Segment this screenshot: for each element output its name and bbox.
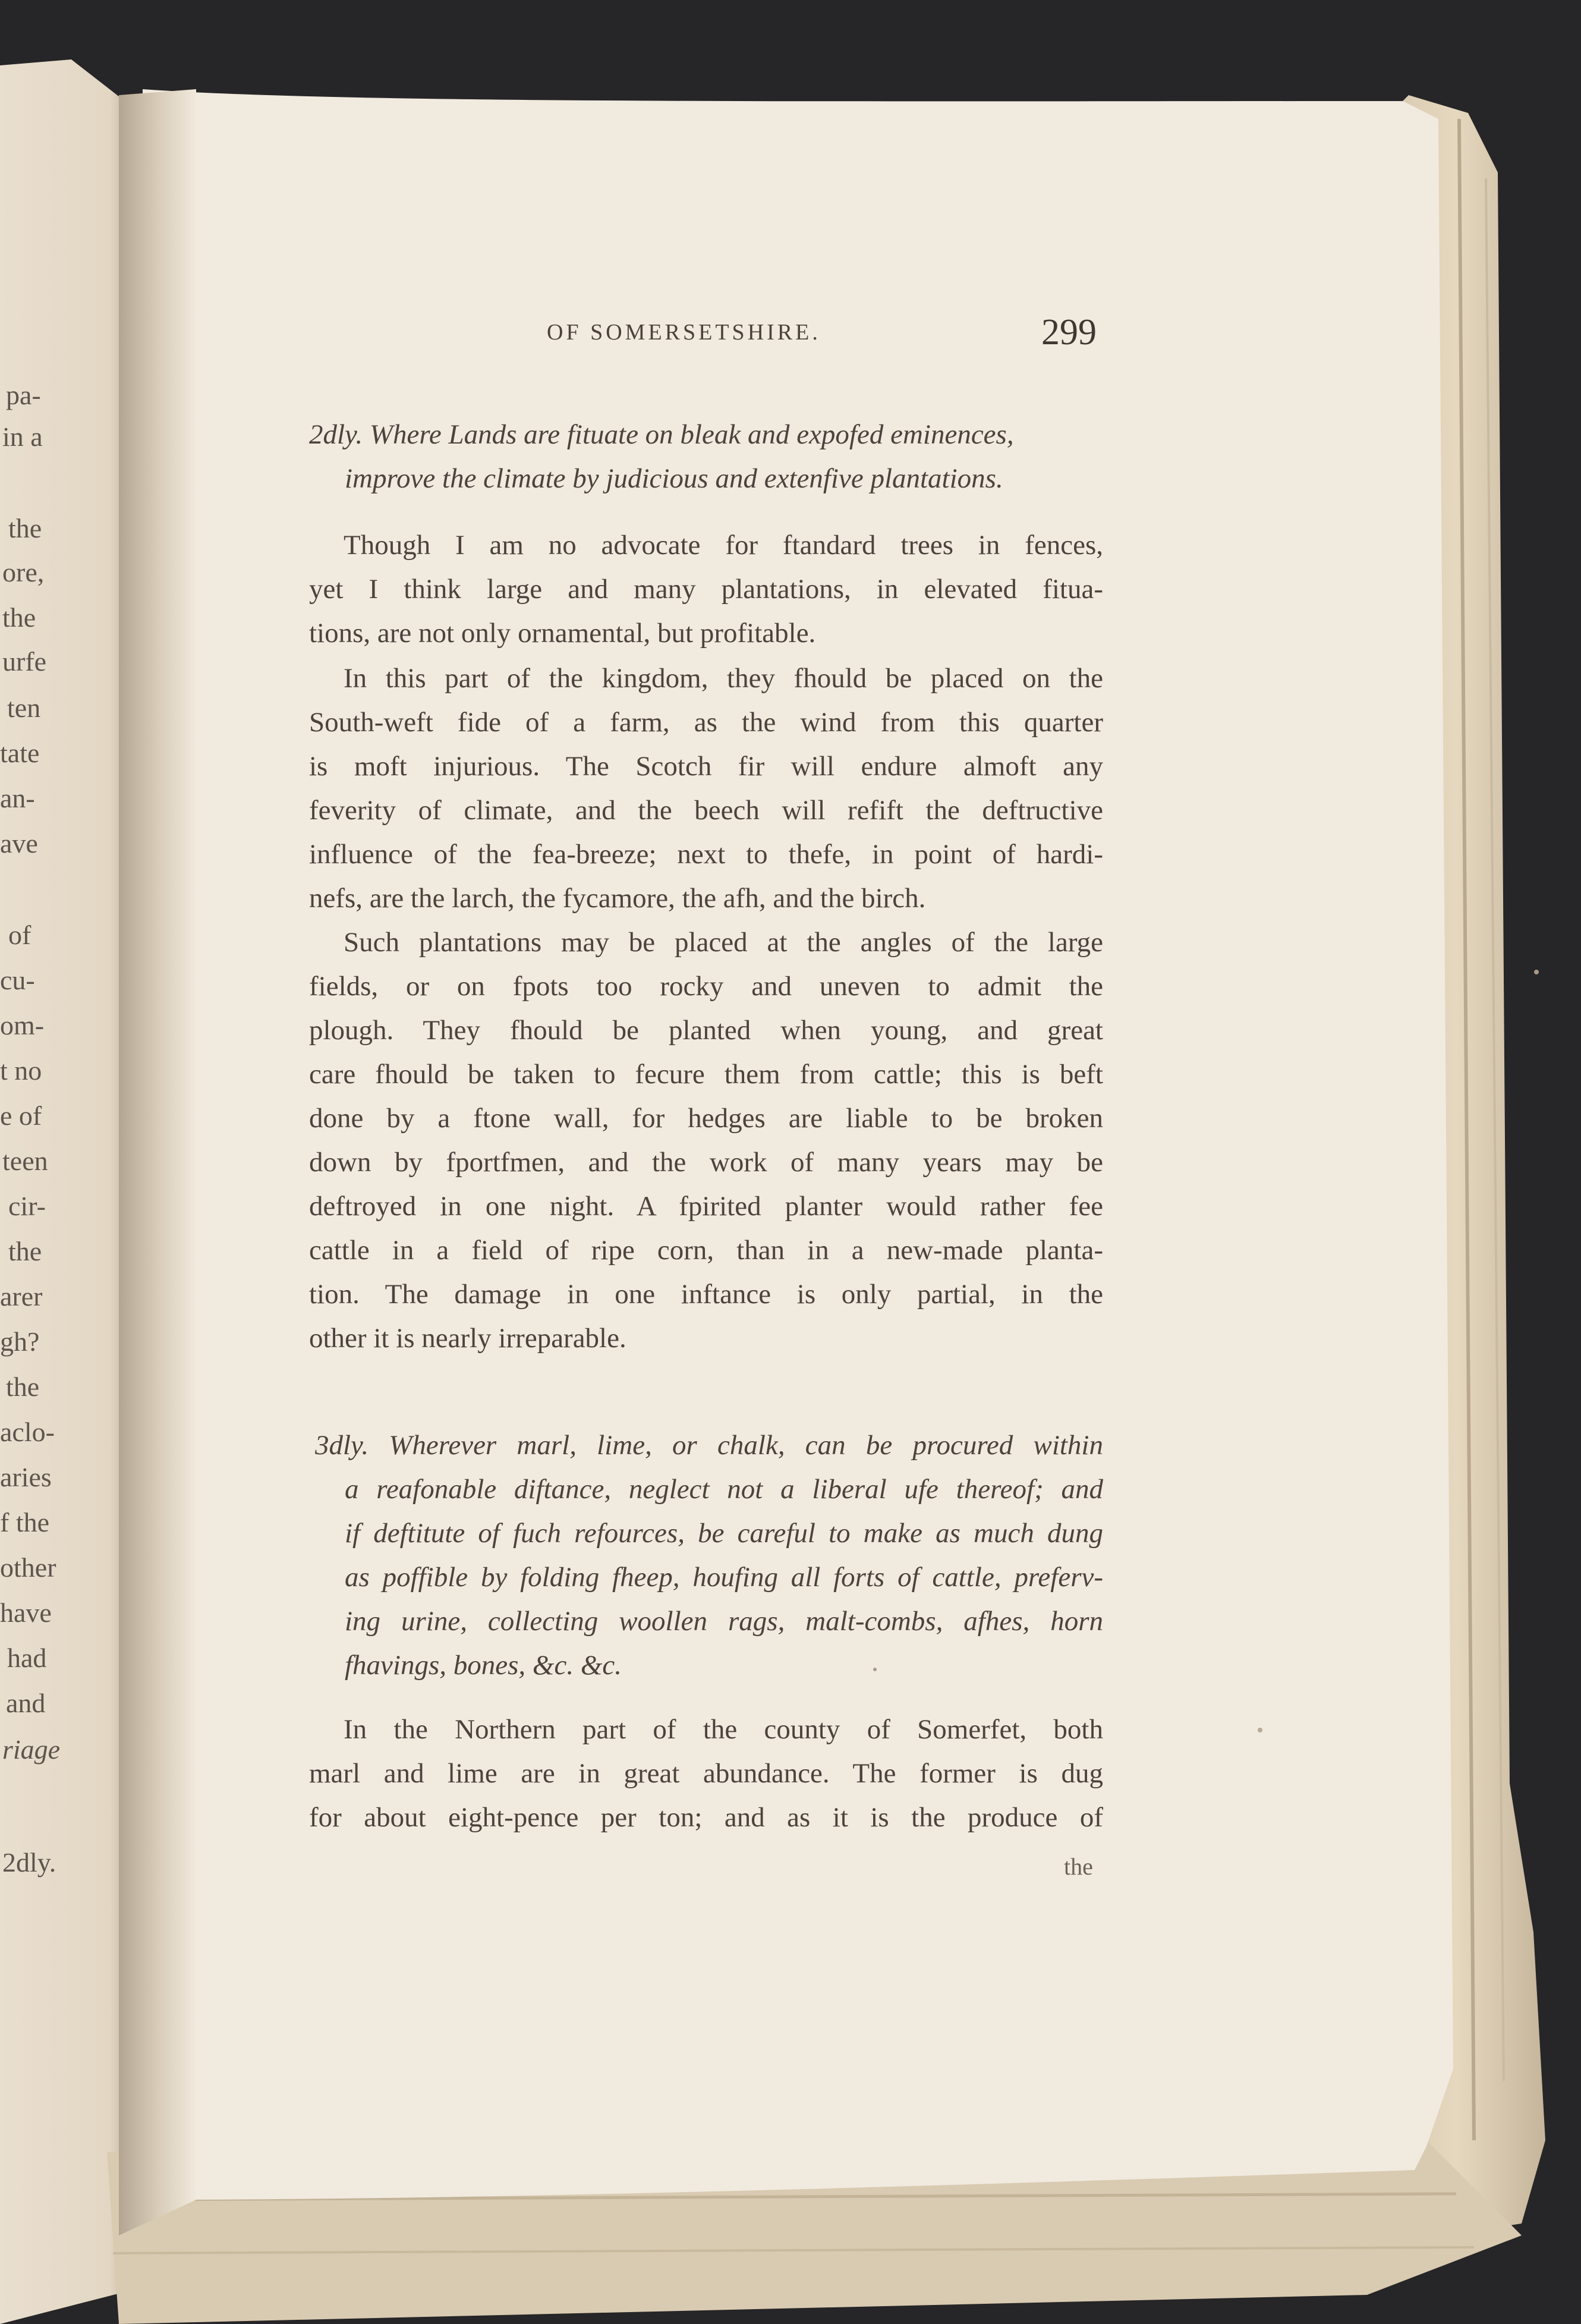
running-head: OF SOMERSETSHIRE. [547, 320, 821, 345]
text-line: cattle in a field of ripe corn, than in a new-made planta- [309, 1235, 1103, 1266]
text-line: done by a ftone wall, for hedges are liable to be broken [309, 1103, 1103, 1134]
catchword: the [1064, 1853, 1093, 1880]
text-line: care fhould be taken to fecure them from cattle; this is beft [309, 1059, 1103, 1090]
text-line: tions, are not only ornamental, but profitable. [309, 618, 816, 649]
left-fragment: ore, [2, 557, 45, 587]
text-line: deftroyed in one night. A fpirited planter would rather fee [309, 1191, 1103, 1222]
text-line: fields, or on fpots too rocky and uneven to admit the [309, 971, 1103, 1002]
left-fragment: teen [2, 1146, 48, 1176]
section-heading-line: fhavings, bones, &c. &c. [345, 1650, 622, 1681]
left-fragment: cir- [8, 1191, 46, 1221]
text-line: for about eight-pence per ton; and as it is the produce of [309, 1802, 1103, 1833]
left-fragment: 2dly. [2, 1847, 56, 1878]
text-line: other it is nearly irreparable. [309, 1323, 626, 1354]
left-fragment: an- [0, 783, 35, 813]
left-fragment: ten [7, 693, 41, 723]
text-line: Such plantations may be placed at the angles of the large [344, 927, 1103, 958]
text-line: South-weft fide of a farm, as the wind from this quarter [309, 707, 1103, 738]
section-heading-line: 2dly. Where Lands are fituate on bleak and expofed eminences, [309, 419, 1014, 450]
left-fragment: tate [0, 738, 40, 768]
text-line: marl and lime are in great abundance. The former is dug [309, 1758, 1103, 1789]
left-fragment: had [7, 1643, 47, 1673]
left-fragment: pa- [6, 380, 41, 410]
text-line: down by fportfmen, and the work of many years may be [309, 1147, 1103, 1178]
left-fragment: have [0, 1597, 52, 1628]
page-number: 299 [1041, 312, 1097, 353]
text-line: influence of the fea-breeze; next to thefe, in point of hardi- [309, 839, 1103, 870]
left-fragment: other [0, 1552, 56, 1583]
left-fragment: the [2, 602, 36, 633]
left-fragment: the [8, 513, 42, 543]
left-fragment: gh? [0, 1326, 40, 1357]
text-line: plough. They fhould be planted when young, and great [309, 1015, 1103, 1046]
section-heading-line: a reafonable diftance, neglect not a liberal ufe thereof; and [345, 1474, 1103, 1505]
text-line: yet I think large and many plantations, in elevated fitua- [309, 574, 1103, 605]
section-heading-line: as poffible by folding fheep, houfing all forts of cattle, preferv- [345, 1562, 1103, 1593]
text-line: In the Northern part of the county of Somerfet, both [344, 1714, 1103, 1745]
left-fragment: aries [0, 1462, 52, 1492]
left-fragment: f the [0, 1507, 50, 1537]
text-line: nefs, are the larch, the fycamore, the afh, and the birch. [309, 883, 926, 914]
text-line: In this part of the kingdom, they fhould be placed on the [344, 663, 1103, 694]
left-fragment: e of [0, 1100, 42, 1131]
left-fragment: riage [2, 1734, 61, 1765]
text-line: is moft injurious. The Scotch fir will endure almoft any [309, 751, 1103, 782]
left-fragment: urfe [2, 646, 47, 677]
left-fragment: aclo- [0, 1417, 55, 1447]
left-fragment: and [6, 1688, 46, 1718]
left-fragment: arer [0, 1281, 43, 1312]
text-line: tion. The damage in one inftance is only partial, in the [309, 1279, 1103, 1310]
section-heading-line: ing urine, collecting woollen rags, malt-combs, afhes, horn [345, 1606, 1103, 1637]
left-fragment: in a [2, 422, 43, 452]
left-fragment: the [8, 1236, 42, 1266]
text-line: feverity of climate, and the beech will refift the deftructive [309, 795, 1103, 826]
section-heading-line: 3dly. Wherever marl, lime, or chalk, can be procured within [315, 1430, 1103, 1461]
left-fragment: om- [0, 1010, 45, 1040]
left-fragment: the [6, 1372, 40, 1402]
section-heading-line: if deftitute of fuch refources, be careful to make as much dung [345, 1518, 1103, 1549]
section-heading-line: improve the climate by judicious and extenfive plantations. [345, 463, 1003, 494]
left-fragment: cu- [0, 965, 35, 995]
text-line: Though I am no advocate for ftandard trees in fences, [344, 530, 1103, 561]
left-fragment: ave [0, 828, 38, 858]
left-fragment: t no [0, 1055, 42, 1086]
left-fragment: of [8, 920, 32, 950]
